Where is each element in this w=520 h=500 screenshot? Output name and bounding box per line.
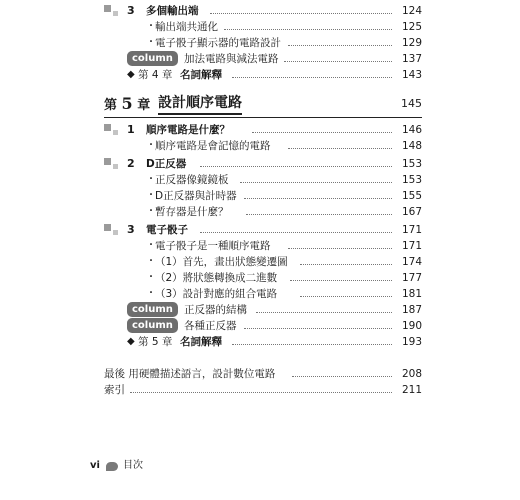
column-title: 加法電路與減法電路 xyxy=(184,53,279,65)
dot-leader xyxy=(292,376,392,377)
dot-leader xyxy=(288,248,392,249)
page-number: 143 xyxy=(401,69,422,81)
section-title: D正反器 xyxy=(146,158,187,170)
section-number: 3 xyxy=(127,4,135,17)
page-number: 167 xyxy=(401,206,422,218)
toc-item-row[interactable] xyxy=(0,254,520,270)
toc-column-row[interactable] xyxy=(0,51,520,67)
section-title: 多個輸出端 xyxy=(146,5,199,17)
toc-item-row[interactable] xyxy=(0,138,520,154)
item-text: 暫存器是什麼？ xyxy=(155,206,229,218)
glossary-title: 名詞解釋 xyxy=(180,69,222,81)
toc-appendix-row[interactable] xyxy=(0,366,520,382)
toc-glossary-row[interactable] xyxy=(0,67,520,83)
page-footer xyxy=(90,459,290,473)
section-number: 1 xyxy=(127,123,135,136)
glossary-title: 名詞解釋 xyxy=(180,336,222,348)
column-title: 正反器的結構 xyxy=(184,304,247,316)
toc-section-row[interactable] xyxy=(0,3,520,19)
toc-item-row[interactable] xyxy=(0,188,520,204)
page-number: 211 xyxy=(401,384,422,396)
item-text: 電子骰子顯示器的電路設計 xyxy=(155,37,281,49)
page-number: 129 xyxy=(401,37,422,49)
item-text: 順序電路是會記憶的電路 xyxy=(155,140,271,152)
section-number: 3 xyxy=(127,223,135,236)
column-badge: column xyxy=(127,51,178,66)
dot-leader xyxy=(224,29,392,30)
page-number: 153 xyxy=(401,158,422,170)
toc-item-row[interactable] xyxy=(0,238,520,254)
toc-appendix-row[interactable] xyxy=(0,382,520,398)
column-badge: column xyxy=(127,302,178,317)
bullet: ・ xyxy=(146,288,156,299)
chapter-divider xyxy=(104,117,422,118)
section-title: 順序電路是什麼？ xyxy=(146,124,230,136)
dot-leader xyxy=(244,198,392,199)
toc-item-row[interactable] xyxy=(0,270,520,286)
dot-leader xyxy=(200,232,392,233)
dot-leader xyxy=(300,296,392,297)
column-title: 各種正反器 xyxy=(184,320,237,332)
page-number: 146 xyxy=(401,124,422,136)
item-text: （3）設計對應的組合電路 xyxy=(155,288,278,300)
bullet: ・ xyxy=(146,190,156,201)
speech-bubble-icon xyxy=(106,462,118,471)
toc-section-row[interactable] xyxy=(0,156,520,172)
toc-item-row[interactable] xyxy=(0,286,520,302)
chapter-heading[interactable] xyxy=(0,93,520,115)
toc-column-row[interactable] xyxy=(0,302,520,318)
dot-leader xyxy=(256,312,392,313)
page-number: 187 xyxy=(401,304,422,316)
footer-label: 目次 xyxy=(123,460,143,471)
index-title: 索引 xyxy=(104,384,125,396)
section-number: 2 xyxy=(127,157,135,170)
chapter-label: 第 5 章 xyxy=(104,94,151,113)
glossary-chapter: 第 4 章 xyxy=(138,69,173,81)
item-text: 輸出端共通化 xyxy=(155,21,218,33)
dot-leader xyxy=(300,264,392,265)
dot-leader xyxy=(290,280,392,281)
dot-leader xyxy=(246,214,392,215)
diamond-icon: ◆ xyxy=(127,336,135,347)
page-number: 137 xyxy=(401,53,422,65)
toc-item-row[interactable] xyxy=(0,35,520,51)
toc-column-row[interactable] xyxy=(0,318,520,334)
column-badge: column xyxy=(127,318,178,333)
page-number: 181 xyxy=(401,288,422,300)
bullet: ・ xyxy=(146,206,156,217)
appendix-title: 最後 用硬體描述語言，設計數位電路 xyxy=(104,368,276,380)
toc-item-row[interactable] xyxy=(0,172,520,188)
bullet: ・ xyxy=(146,272,156,283)
toc-section-row[interactable] xyxy=(0,122,520,138)
item-text: 電子骰子是一種順序電路 xyxy=(155,240,271,252)
page-number: 193 xyxy=(401,336,422,348)
page-number: 208 xyxy=(401,368,422,380)
page-number: 148 xyxy=(401,140,422,152)
bullet: ・ xyxy=(146,140,156,151)
dot-leader xyxy=(232,344,392,345)
dot-leader xyxy=(240,182,392,183)
dot-leader xyxy=(200,166,392,167)
item-text: （1）首先，畫出狀態變遷圖 xyxy=(155,256,288,268)
page-number: 124 xyxy=(401,5,422,17)
dot-leader xyxy=(130,392,392,393)
toc-glossary-row[interactable] xyxy=(0,334,520,350)
bullet: ・ xyxy=(146,174,156,185)
page-number: 177 xyxy=(401,272,422,284)
bullet: ・ xyxy=(146,240,156,251)
dot-leader xyxy=(288,148,392,149)
item-text: （2）將狀態轉換成二進數 xyxy=(155,272,278,284)
page-number: 171 xyxy=(401,224,422,236)
page-number: 171 xyxy=(401,240,422,252)
dot-leader xyxy=(284,61,392,62)
bullet: ・ xyxy=(146,21,156,32)
dot-leader xyxy=(288,45,392,46)
chapter-page-number: 145 xyxy=(401,97,422,110)
page-number: 155 xyxy=(401,190,422,202)
page-number: 174 xyxy=(401,256,422,268)
dot-leader xyxy=(252,132,392,133)
section-title: 電子骰子 xyxy=(146,224,188,236)
glossary-chapter: 第 5 章 xyxy=(138,336,173,348)
roman-page-number: vi xyxy=(90,460,100,471)
page-number: 190 xyxy=(401,320,422,332)
dot-leader xyxy=(210,13,392,14)
item-text: 正反器像鏡鏡板 xyxy=(155,174,229,186)
item-text: D正反器與計時器 xyxy=(155,190,237,202)
dot-leader xyxy=(244,328,392,329)
page-number: 125 xyxy=(401,21,422,33)
toc-item-row[interactable] xyxy=(0,19,520,35)
page-number: 153 xyxy=(401,174,422,186)
toc-item-row[interactable] xyxy=(0,204,520,220)
bullet: ・ xyxy=(146,37,156,48)
toc-section-row[interactable] xyxy=(0,222,520,238)
diamond-icon: ◆ xyxy=(127,69,135,80)
dot-leader xyxy=(232,77,392,78)
bullet: ・ xyxy=(146,256,156,267)
chapter-title: 設計順序電路 xyxy=(158,93,242,115)
